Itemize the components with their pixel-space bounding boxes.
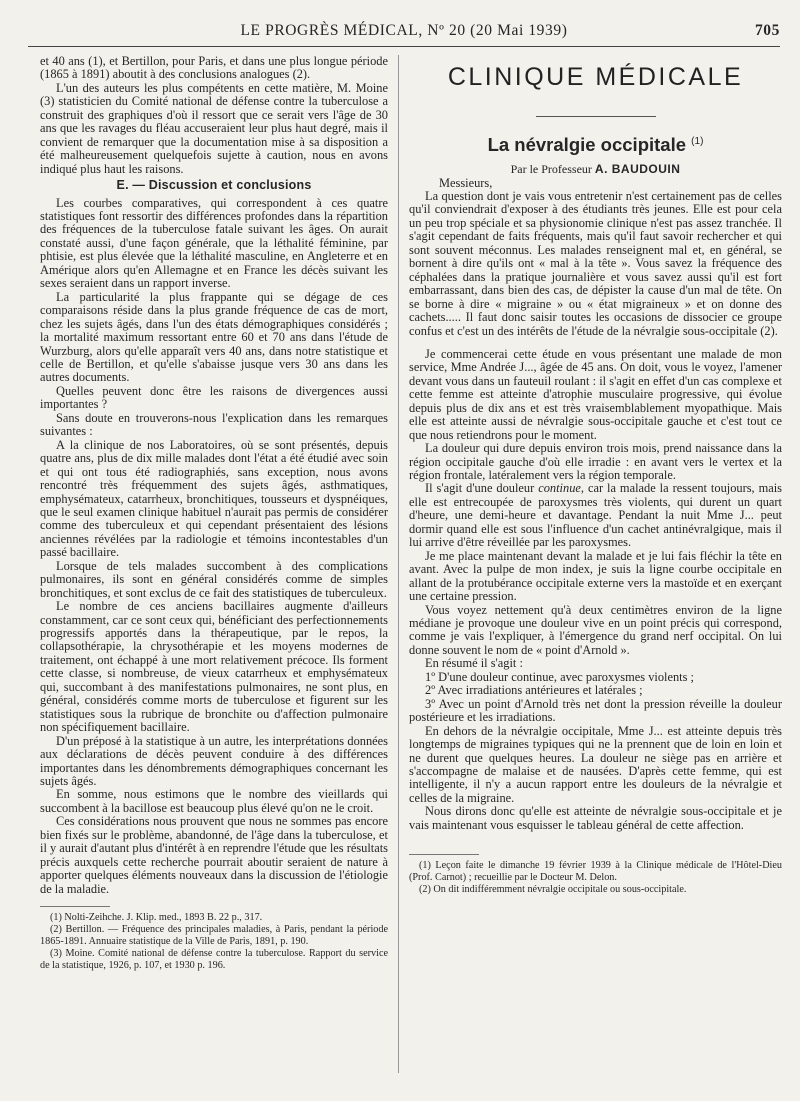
paragraph: Le nombre de ces anciens bacillaires augmente d'ailleurs constamment, car ce sont ceux qui, bénéficiant des perfectionnements progressifs apportés dans la thérapeutique, par le repos, la collapsothérapie, la chrysothérapie et les moyens modernes de traitement, ont échappé à une mort relativement précoce. Ils forment cette classe, si nombreuse, de vieux catarrheux et emphysémateux qui, succombant à des manifestations pulmonaires, ne sont plus, en général, considérés comme morts de tuberculose et figurent sur les statistiques sous la rubrique de bronchite ou d'affection pulmonaire non spécifiquement bacillaire. xyxy=(40,599,388,735)
paragraph: D'un préposé à la statistique à un autre, les interprétations données aux déclarations de décès peuvent conduire à des différences importantes dans les dénombrements démographiques concernant les sujets âgés. xyxy=(40,733,388,789)
rubric-rule xyxy=(536,116,656,117)
paragraph: Je commencerai cette étude en vous présentant une malade de mon service, Mme Andrée J..., âgée de 45 ans. On doit, vous le voyez, l'amener devant vous dans un fauteuil roulant : il s'agit en effet d'un cas complexe et cette femme est atteinte d'atrophie musculaire progressive, qui évolue depuis plus de dix ans et est très vraisemblablement myopathique. Mais elle est atteinte aussi de névralgie sous-occipitale gauche et c'est tout ce que nous retiendrons pour le moment. xyxy=(409,346,782,442)
paragraph: La douleur qui dure depuis environ trois mois, prend naissance dans la région occipitale gauche d'où elle irradie : en avant vers le vertex et la région frontale, latéralement vers la région temporale. xyxy=(409,441,782,483)
article-title-text: La névralgie occipitale xyxy=(487,134,687,156)
paragraph: A la clinique de nos Laboratoires, où se sont présentés, depuis quatre ans, plus de dix mille malades dont l'état a été étudié avec soin et qui ont tous été radiographiés, sans exception, nous avons rencontré très fréquemment des sujets âgés, asthmatiques, emphysémateux, catarrheux, bronchitiques, tousseurs et dyspnéiques, que le seul examen clinique habituel n'aurait pas permis de considérer comme des tuberculeux et qui cependant présentaient des lésions anciennes révélées par la radiologie et témoins incontestables d'un passé bacillaire. xyxy=(40,437,388,560)
list-item: 3º Avec un point d'Arnold très net dont la pression réveille la douleur postérieure et les irradiations. xyxy=(409,696,782,725)
byline-prefix: Par le Professeur xyxy=(510,162,592,177)
paragraph: Quelles peuvent donc être les raisons de divergences aussi importantes ? xyxy=(40,383,388,412)
list-item: 2º Avec irradiations antérieures et latérales ; xyxy=(425,683,643,698)
journal-title: LE PROGRÈS MÉDICAL, Nº 20 (20 Mai 1939) xyxy=(240,22,568,39)
paragraph: Les courbes comparatives, qui correspondent à ces quatre statistiques font ressortir des différences profondes dans la répartition des fréquences de la tuberculose fatale suivant les âges. On aurait constaté aussi, d'une façon générale, que la léthalité féminine, par phtisie, est plus élevée que la léthalité masculine, en Angleterre et en Amérique alors qu'en Allemagne et en France les décès suivant les sexes seraient dans un rapport inverse. xyxy=(40,195,388,291)
paragraph: La particularité la plus frappante qui se dégage de ces comparaisons réside dans la plus grande fréquence de cas de mort, chez les sujets âgés, dans l'un des états démographiques considérés ; la mortalité maximum ressortant entre 60 et 70 ans dans l'étude de Wurzburg, alors qu'elle apparaît vers 40 ans, dans notre statistique et celle de Bertillon, et qu'elle s'abaisse jusque vers 30 ans dans les autres documents. xyxy=(40,289,388,385)
paragraph: Je me place maintenant devant la malade et je lui fais fléchir la tête en avant. Avec la pulpe de mon index, je suis la ligne courbe occipitale en allant de la protubérance occipitale externe vers la mastoïde et en exerçant une certaine pression. xyxy=(409,548,782,604)
section-heading: E. — Discussion et conclusions xyxy=(116,178,312,193)
paragraph xyxy=(409,482,782,549)
paragraph: Sans doute en trouverons-nous l'explication dans les remarques suivantes : xyxy=(40,410,388,439)
footnote-rule xyxy=(409,854,479,855)
footnotes-right xyxy=(409,860,782,896)
byline xyxy=(409,163,782,176)
paragraph: Nous dirons donc qu'elle est atteinte de névralgie sous-occipitale et je vais maintenant vous esquisser le tableau général de cette affection. xyxy=(409,804,782,832)
footnote: (2) On dit indifféremment névralgie occipitale ou sous-occipitale. xyxy=(419,884,687,896)
text-run: , car la malade la ressent toujours, mais elle est entrecoupée de paroxysmes très violents, qui durent un quart d'heure, une demi-heure et davantage. Pendant la nuit Mme J... peut dormir quand elle est sous l'influence d'un cachet antinévralgique, mais il lui arrive d'être réveillée par les paroxysmes. xyxy=(409,481,783,550)
footnote: (2) Bertillon. — Fréquence des principales maladies, à Paris, pendant la période 1865-1891. Annuaire statistique de la Ville de Paris, 1891, p. 190. xyxy=(40,924,388,948)
footnote: (1) Leçon faite le dimanche 19 février 1939 à la Clinique médicale de l'Hôtel-Dieu (Prof. Carnot) ; recueillie par le Docteur M. Delon. xyxy=(409,860,782,884)
paragraph: L'un des auteurs les plus compétents en cette matière, M. Moine (3) statisticien du Comité national de défense contre la tuberculose a construit des graphiques d'où il ressort que ce serait vers l'âge de 30 ans que les ravages du fléau accuseraient leur plus haut degré, mais il convient de remarquer que la documentation mise à sa disposition a été malheureusement quelquefois sujette à caution, nous en avons indiqué plus haut les raisons. xyxy=(40,80,388,176)
paragraph: et 40 ans (1), et Bertillon, pour Paris, et dans une plus longue période (1865 à 1891) aboutit à des conclusions analogues (2). xyxy=(40,54,388,82)
paragraph: En résumé il s'agit : xyxy=(425,656,523,671)
title-footnote-mark: (1) xyxy=(691,136,704,148)
column-divider xyxy=(398,55,399,1073)
header-rule xyxy=(28,46,780,47)
left-column xyxy=(40,55,388,972)
paragraph: La question dont je vais vous entretenir n'est certainement pas de celles qu'il conviendrait d'exposer à des étudiants très jeunes. Elle est pour cela un peu trop spéciale et sa physionomie clinique n'est pas assez tranchée. Il s'agit cependant de faits fréquents, mais qu'il faut savoir rechercher et qui sont souvent méconnus. Les malades renseignent mal et, en général, se bornent à dire qu'ils ont « mal à la tête ». Vous savez la fréquence des céphalées dans la pratique journalière et vous savez aussi qu'il est fort embarrassant, dans bien des cas, de dépister la cause d'un mal de tête. On se borne à dire « migraine » ou « état migraineux » et on donne des cachets..... Il faut donc saisir toutes les occasions de dissocier ce groupe confus et c'est un des intérêts de l'étude de la névralgie sous-occipitale (2). xyxy=(409,188,782,338)
list-item: 1º D'une douleur continue, avec paroxysmes violents ; xyxy=(425,669,694,684)
article-title xyxy=(409,134,782,156)
footnote: (3) Moine. Comité national de défense contre la tuberculose. Rapport du service de la statistique, 1926, p. 107, et 1930 p. 196. xyxy=(40,948,388,972)
text-run: Il s'agit d'une douleur xyxy=(425,481,539,496)
paragraph: En somme, nous estimons que le nombre des vieillards qui succombent à la bacillose est beaucoup plus élevé qu'on ne le croit. xyxy=(40,787,388,815)
paragraph: En dehors de la névralgie occipitale, Mme J... est atteinte depuis très longtemps de migraines typiques qui ne la prennent que de loin en loin et ne durent que quelques heures. La douleur ne siège pas en arrière et s'accompagne de malaise et de nausées. D'après cette femme, qui est intelligente, il n'y a aucun rapport entre les douleurs de la névralgie et celles de la migraine. xyxy=(409,723,782,805)
right-column xyxy=(409,55,782,896)
footnote-rule xyxy=(40,906,110,907)
emphasis: continue xyxy=(538,481,581,496)
section-rubric: CLINIQUE MÉDICALE xyxy=(447,63,744,91)
running-header xyxy=(28,22,780,44)
page-number: 705 xyxy=(754,22,780,39)
paragraph: Lorsque de tels malades succombent à des complications pulmonaires, ils sont en général considérés comme de simples bronchitiques, et sont exclus de ce fait des statistiques de tuberculeux. xyxy=(40,558,388,600)
author-name: A. BAUDOUIN xyxy=(594,162,681,177)
paragraph: Vous voyez nettement qu'à deux centimètres environ de la ligne médiane je provoque une douleur vive en un point précis qui correspond, comme je vais l'expliquer, à l'émergence du grand nerf occipital. On lui donne souvent le nom de « point d'Arnold ». xyxy=(409,602,782,657)
paragraph: Ces considérations nous prouvent que nous ne sommes pas encore bien fixés sur le problème, abandonné, de l'âge dans la tuberculose, et il y aurait d'autant plus d'intérêt à en reprendre l'étude que les résultats précis auxquels cette recherche pourrait aboutir seraient de nature à apporter quelques éléments nouveaux dans la discussion de l'étiologie de la maladie. xyxy=(40,814,389,896)
footnotes-left xyxy=(40,912,388,972)
salutation: Messieurs, xyxy=(439,175,493,190)
footnote: (1) Nolti-Zeihche. J. Klip. med., 1893 B. 22 p., 317. xyxy=(50,912,263,924)
